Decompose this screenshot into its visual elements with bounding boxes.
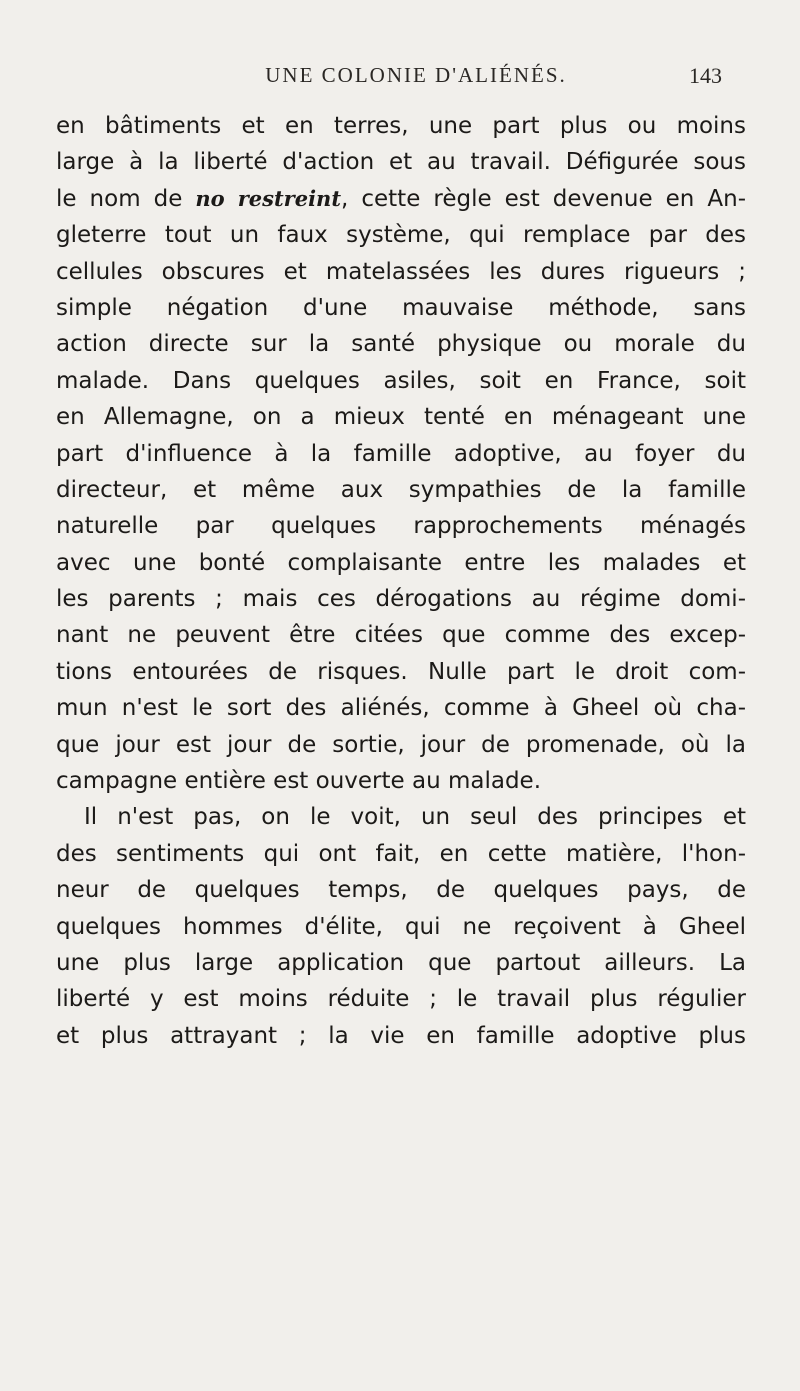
- running-head: [116, 63, 722, 95]
- text-fragment: , cette règle est devenue en An-: [341, 185, 746, 212]
- text-line: [56, 181, 746, 217]
- text-line: des sentiments qui ont fait, en cette matière, l'hon-: [56, 840, 746, 867]
- body-text: [56, 108, 746, 1054]
- text-line: directeur, et même aux sympathies de la famille: [56, 476, 746, 503]
- text-line: naturelle par quelques rapprochements ménagés: [56, 513, 746, 540]
- running-head-title: UNE COLONIE D'ALIÉNÉS.: [265, 63, 567, 87]
- text-line: malade. Dans quelques asiles, soit en France, soit: [56, 367, 746, 394]
- text-line: que jour est jour de sortie, jour de promenade, où la: [56, 731, 746, 758]
- text-line: une plus large application que partout ailleurs. La: [56, 949, 746, 976]
- italic-term: no restreint: [195, 185, 342, 211]
- text-line: cellules obscures et matelassées les dures rigueurs ;: [56, 258, 746, 285]
- text-line: large à la liberté d'action et au travail. Défigurée sous: [56, 149, 746, 176]
- text-line: avec une bonté complaisante entre les malades et: [56, 549, 746, 576]
- page-number: 143: [689, 63, 722, 88]
- text-line: liberté y est moins réduite ; le travail plus régulier: [56, 986, 746, 1013]
- text-line: les parents ; mais ces dérogations au régime domi-: [56, 586, 746, 613]
- text-line: Il n'est pas, on le voit, un seul des principes et: [84, 804, 746, 831]
- text-line: en Allemagne, on a mieux tenté en ménageant une: [56, 404, 746, 431]
- text-line: en bâtiments et en terres, une part plus ou moins: [56, 113, 746, 139]
- text-line: campagne entière est ouverte au malade.: [56, 768, 542, 795]
- text-line: et plus attrayant ; la vie en famille adoptive plus: [56, 1022, 746, 1049]
- text-line: nant ne peuvent être citées que comme des excep-: [56, 622, 746, 649]
- text-line: quelques hommes d'élite, qui ne reçoivent à Gheel: [56, 913, 746, 940]
- text-line: tions entourées de risques. Nulle part le droit com-: [56, 658, 746, 685]
- text-line: action directe sur la santé physique ou morale du: [56, 331, 746, 358]
- text-line: mun n'est le sort des aliénés, comme à Gheel où cha-: [56, 695, 746, 722]
- text-line: neur de quelques temps, de quelques pays, de: [56, 877, 746, 904]
- text-line: gleterre tout un faux système, qui remplace par des: [56, 222, 746, 249]
- text-line: part d'influence à la famille adoptive, au foyer du: [56, 440, 746, 467]
- text-line: simple négation d'une mauvaise méthode, sans: [56, 294, 746, 321]
- text-fragment: le nom de: [56, 185, 196, 212]
